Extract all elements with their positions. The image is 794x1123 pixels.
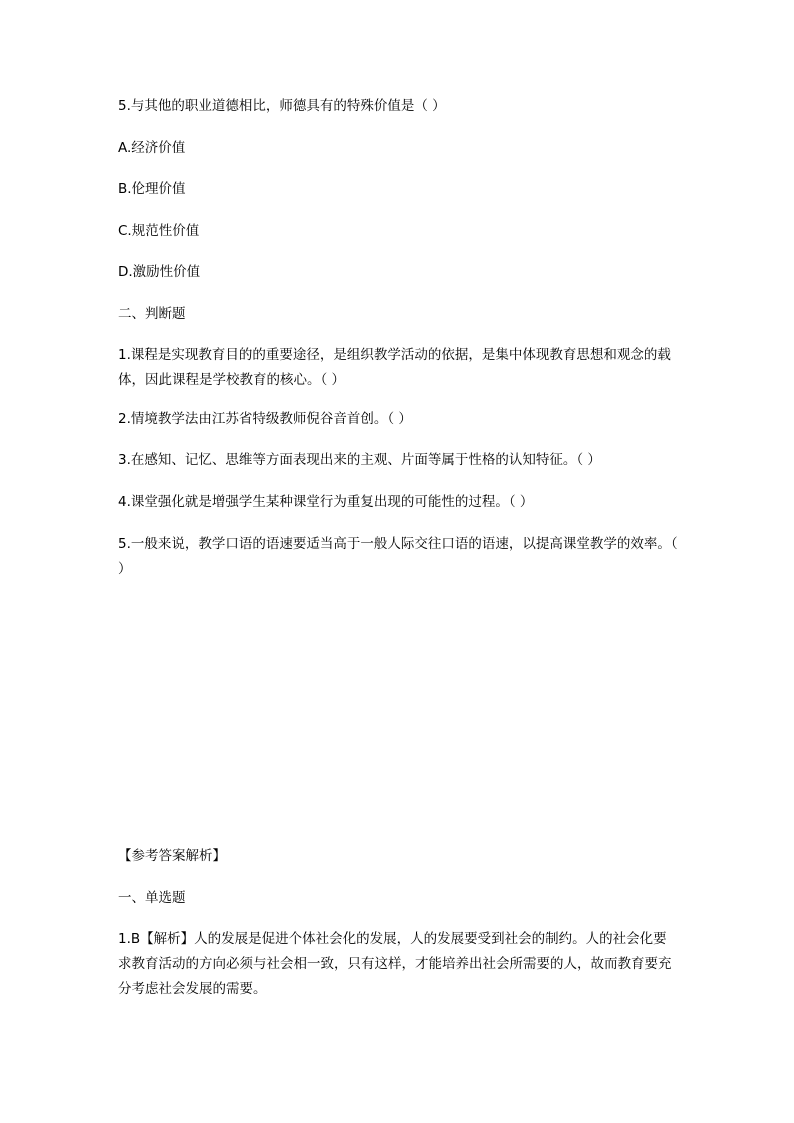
judgment-item-3: 3.在感知、记忆、思维等方面表现出来的主观、片面等属于性格的认知特征。（ ） — [118, 452, 601, 468]
judgment-item-4: 4.课堂强化就是增强学生某种课堂行为重复出现的可能性的过程。（ ） — [118, 494, 534, 510]
answers-subheading-single-choice: 一、单选题 — [118, 890, 186, 906]
question-5-option-a: A.经济价值 — [118, 140, 186, 156]
judgment-item-1: 1.课程是实现教育目的的重要途径，是组织教学活动的依据，是集中体现教育思想和观念的载体，因此课程是学校教育的核心。（ ） — [118, 347, 671, 388]
judgment-item-5: 5.一般来说，教学口语的语速要适当高于一般人际交往口语的语速，以提高课堂教学的效率。（ ） — [118, 536, 678, 577]
section-heading-judgment: 二、判断题 — [118, 306, 186, 322]
answer-item-1: 1.B【解析】人的发展是促进个体社会化的发展，人的发展要受到社会的制约。人的社会化要求教育活动的方向必须与社会相一致，只有这样，才能培养出社会所需要的人，故而教育要充分考虑社会发展的需要。 — [118, 931, 672, 997]
question-5-option-b: B.伦理价值 — [118, 181, 186, 197]
judgment-item-2: 2.情境教学法由江苏省特级教师倪谷音首创。（ ） — [118, 411, 412, 427]
answers-heading: 【参考答案解析】 — [118, 848, 226, 864]
question-5-stem: 5.与其他的职业道德相比，师德具有的特殊价值是（ ） — [118, 98, 446, 114]
question-5-option-d: D.激励性价值 — [118, 264, 201, 280]
question-5-option-c: C.规范性价值 — [118, 223, 200, 239]
